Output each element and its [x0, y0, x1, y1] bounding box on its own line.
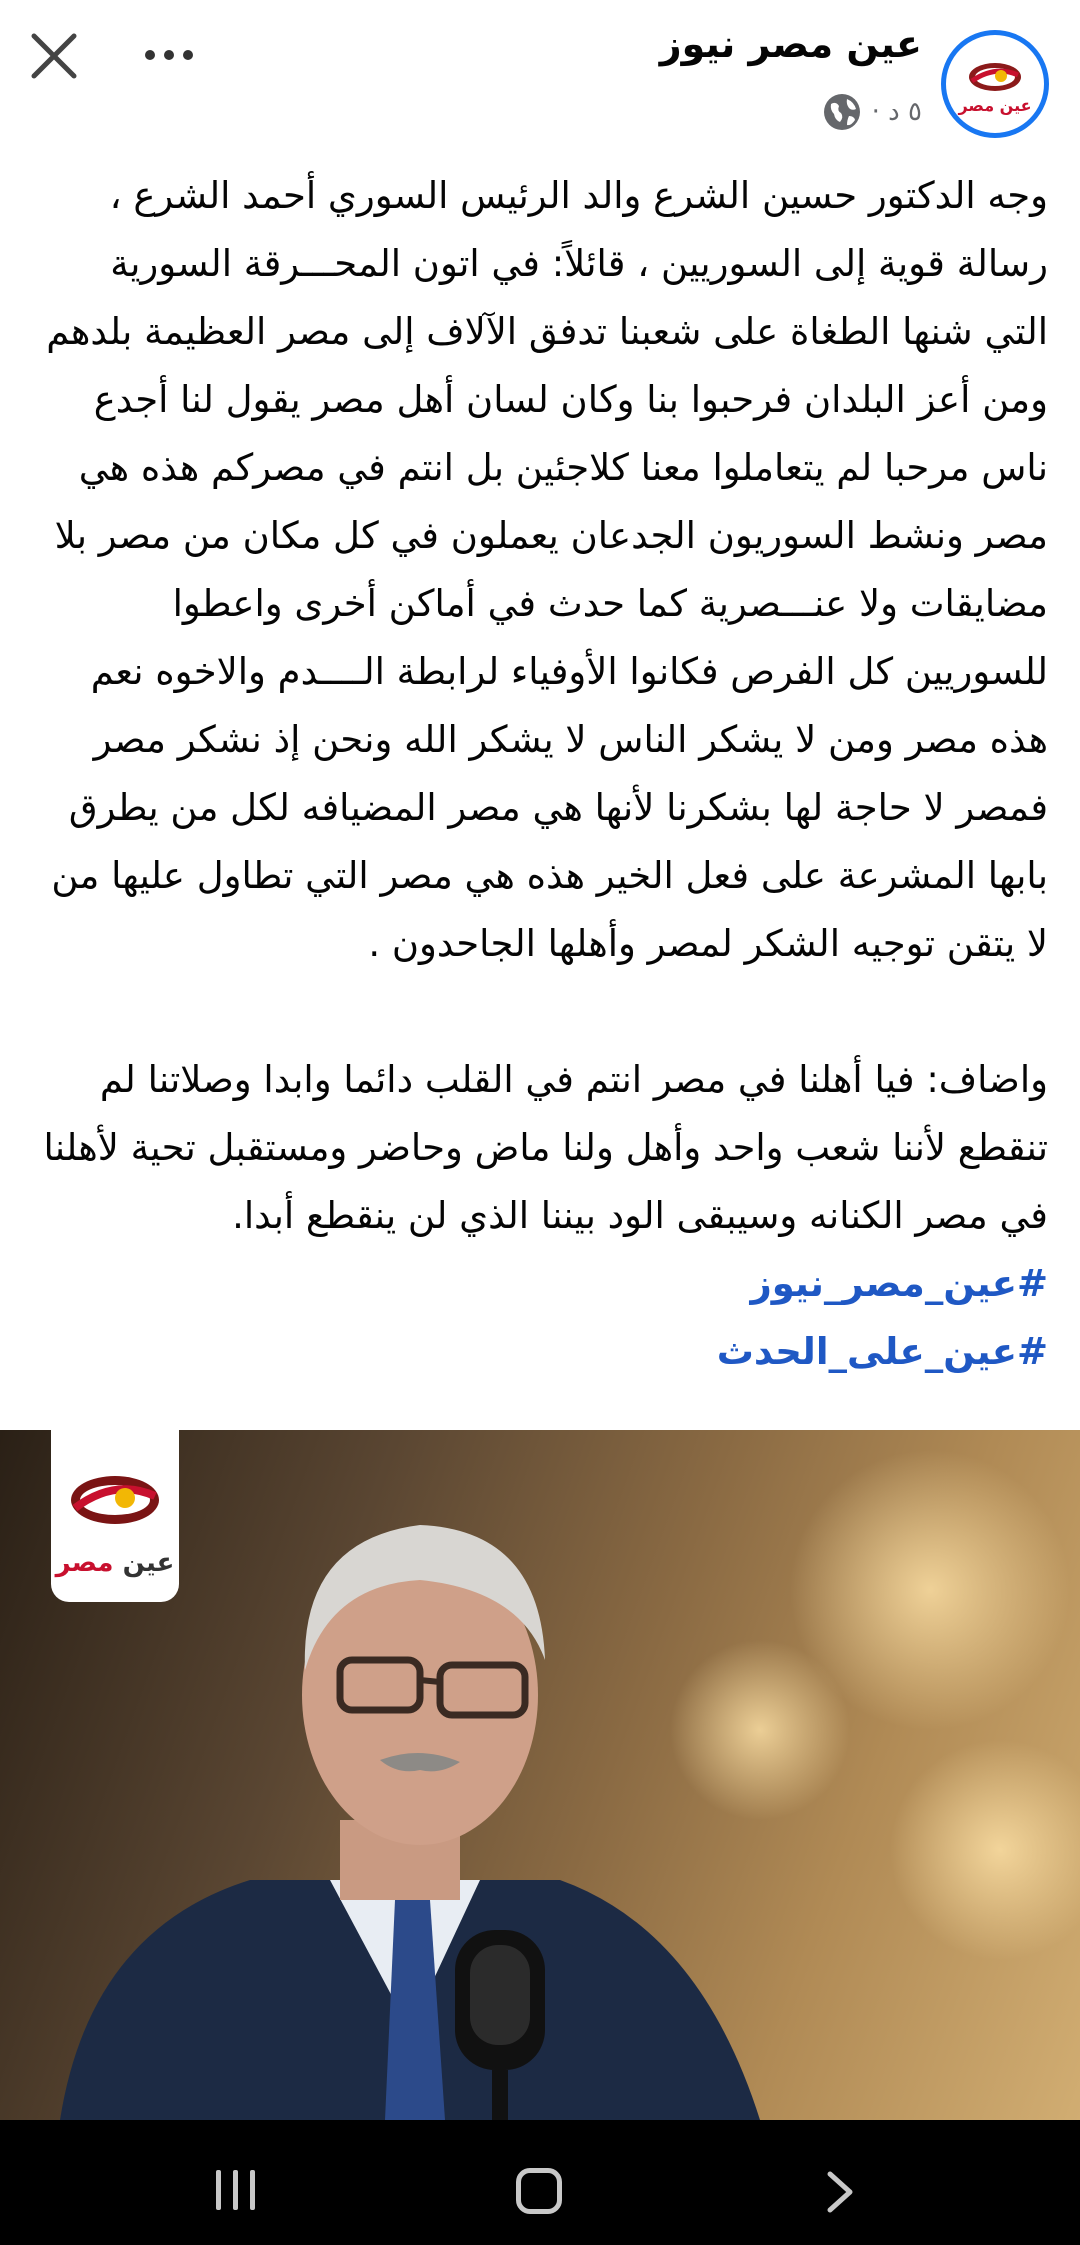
recents-icon-bar: [250, 2170, 255, 2210]
android-nav-bar: [0, 2120, 1080, 2245]
post-body: [36, 162, 1048, 1386]
post-paragraph-1: وجه الدكتور حسين الشرع والد الرئيس السوري أحمد الشرع ، رسالة قوية إلى السوريين ، قائلاً: في اتون المحـــرقة السورية التي شنها الطغاة على شعبنا تدفق الآلاف إلى مصر العظيمة بلدهم ومن أعز البلدان فرحبوا بنا وكان لسان أهل مصر يقول لنا أجدع ناس مرحبا لم يتعاملوا معنا كلاجئين بل انتم في مصركم هذه هي مصر ونشط السوريون الجدعان يعملون في كل مكان من مصر بلا مضايقات ولا عنـــصرية كما حدث في أماكن أخرى واعطوا للسوريين كل الفرص فكانوا الأوفياء لرابطة الــــدم والاخوه نعم هذه مصر ومن لا يشكر الناس لا يشكر الله ونحن إذ نشكر مصر فمصر لا حاجة لها بشكرنا لأنها هي مصر المضيافه لكل من يطرق بابها المشرعة على فعل الخير هذه هي مصر التي تطاول عليها من لا يتقن توجيه الشكر لمصر وأهلها الجاحدون .: [46, 174, 1048, 965]
page-avatar[interactable]: [941, 30, 1049, 138]
eye-icon: [51, 1448, 179, 1548]
more-icon-dot: [164, 50, 174, 60]
post-time: ٥ د ·: [871, 97, 922, 127]
post-photo[interactable]: [0, 1430, 1080, 2120]
close-button[interactable]: [22, 24, 86, 88]
post-meta: [822, 92, 922, 132]
more-options-button[interactable]: [135, 28, 205, 78]
more-icon: [145, 50, 155, 60]
avatar-logo-text: عين مصر: [958, 96, 1032, 115]
recents-icon-bar: [233, 2170, 238, 2210]
post-header: [0, 0, 1080, 140]
more-icon-dot: [183, 50, 193, 60]
watermark-text-2: مصر: [55, 1548, 114, 1578]
hashtag-link[interactable]: #عين_مصر_نيوز: [750, 1262, 1048, 1305]
recents-button[interactable]: [212, 2170, 260, 2210]
watermark-logo: [51, 1430, 179, 1602]
recents-icon: [216, 2170, 221, 2210]
post-paragraph-2: واضاف: فيا أهلنا في مصر انتم في القلب دائما وابدا وصلاتنا لم تنقطع لأننا شعب واحد وأهل ولنا ماض وحاضر ومستقبل تحية لأهلنا في مصر الكنانه وسيبقى الود بيننا الذي لن ينقطع أبدا.: [43, 1058, 1048, 1237]
page-name[interactable]: عين مصر نيوز: [659, 22, 922, 66]
eye-logo: [946, 35, 1044, 133]
watermark-text-1: عين: [122, 1548, 175, 1578]
hashtag-link[interactable]: #عين_على_الحدث: [716, 1330, 1048, 1373]
back-button[interactable]: [820, 2170, 860, 2214]
close-icon: [22, 24, 86, 88]
back-icon: [820, 2170, 860, 2214]
home-button[interactable]: [516, 2168, 562, 2214]
globe-icon: [822, 92, 862, 132]
